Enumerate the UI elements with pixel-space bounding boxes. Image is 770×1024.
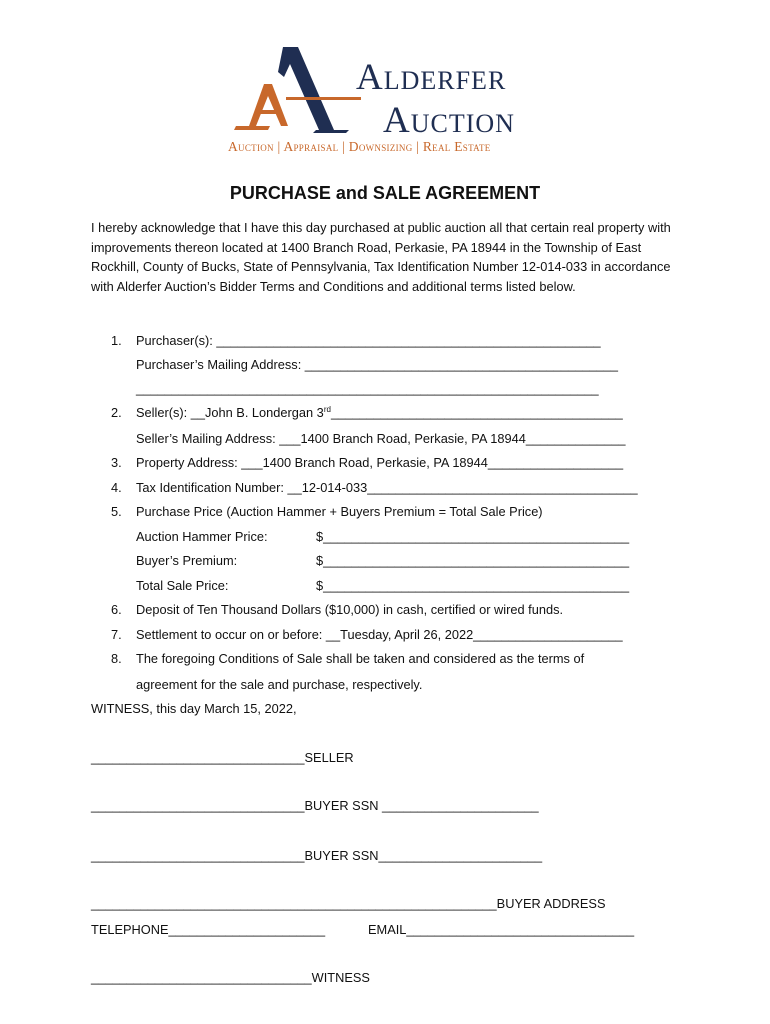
seller-text: Seller(s): __John B. Londergan 3 <box>136 405 324 420</box>
conditions-text-line2: agreement for the sale and purchase, respectively. <box>136 677 423 692</box>
property-address-field[interactable]: Property Address: ___1400 Branch Road, Perkasie, PA 18944___________________ <box>136 455 624 470</box>
witness-signature-line[interactable]: _______________________________WITNESS <box>91 970 370 985</box>
intro-paragraph: I hereby acknowledge that I have this day purchased at public auction all that certain real property with improvements thereon located at 1400 Branch Road, Perkasie, PA 18944 in the Township of East Rockhill, County of Bucks, State of Pennsylvania, Tax Identification Number 12-014-033 in accordance with Alderfer Auction’s Bidder Terms and Conditions and additional terms listed below. <box>91 220 671 294</box>
item-number-6: 6. <box>111 602 122 617</box>
logo-tagline: Auction | Appraisal | Downsizing | Real Estate <box>228 139 491 154</box>
alderfer-auction-logo <box>226 44 546 162</box>
item-number-4: 4. <box>111 480 122 495</box>
purchaser-field[interactable]: Purchaser(s): ______________________________________________________ <box>136 333 601 348</box>
buyers-premium-field[interactable]: $___________________________________________ <box>316 553 630 568</box>
buyer-address-line[interactable]: _________________________________________________________BUYER ADDRESS <box>91 896 606 911</box>
purchase-price-heading: Purchase Price (Auction Hammer + Buyers Premium = Total Sale Price) <box>136 504 543 519</box>
buyer-signature-line-2[interactable]: ______________________________BUYER SSN_______________________ <box>91 848 543 863</box>
purchaser-mailing-address-line2[interactable]: _________________________________________________________________ <box>136 381 599 396</box>
hammer-price-field[interactable]: $___________________________________________ <box>316 529 630 544</box>
item-number-2: 2. <box>111 405 122 420</box>
seller-suffix: rd <box>323 405 331 414</box>
item-number-8: 8. <box>111 651 122 666</box>
item-number-3: 3. <box>111 455 122 470</box>
buyer-signature-line-1[interactable]: ______________________________BUYER SSN ______________________ <box>91 798 539 813</box>
tax-id-field[interactable]: Tax Identification Number: __12-014-033______________________________________ <box>136 480 638 495</box>
item-number-5: 5. <box>111 504 122 519</box>
seller-mailing-address-field[interactable]: Seller’s Mailing Address: ___1400 Branch Road, Perkasie, PA 18944______________ <box>136 431 626 446</box>
seller-field[interactable] <box>136 405 623 421</box>
settlement-field[interactable]: Settlement to occur on or before: __Tuesday, April 26, 2022_____________________ <box>136 627 623 642</box>
item-number-7: 7. <box>111 627 122 642</box>
seller-blank: _________________________________________ <box>330 405 623 420</box>
conditions-text-line1: The foregoing Conditions of Sale shall be taken and considered as the terms of <box>136 651 585 666</box>
telephone-field[interactable]: TELEPHONE______________________ <box>91 922 326 937</box>
email-field[interactable]: EMAIL________________________________ <box>368 922 635 937</box>
witness-date: WITNESS, this day March 15, 2022, <box>91 701 297 716</box>
document-title: PURCHASE and SALE AGREEMENT <box>229 183 541 203</box>
total-sale-price-label: Total Sale Price: <box>136 578 229 593</box>
purchaser-mailing-address-field[interactable]: Purchaser’s Mailing Address: ____________________________________________ <box>136 357 618 372</box>
logo-line-alderfer: Alderfer <box>356 57 507 98</box>
deposit-text: Deposit of Ten Thousand Dollars ($10,000) in cash, certified or wired funds. <box>136 602 564 617</box>
total-sale-price-field[interactable]: $___________________________________________ <box>316 578 630 593</box>
buyers-premium-label: Buyer’s Premium: <box>136 553 238 568</box>
logo-line-auction: Auction <box>383 100 515 141</box>
item-number-1: 1. <box>111 333 122 348</box>
seller-signature-line[interactable]: ______________________________SELLER <box>91 750 354 765</box>
alderfer-a-logo-icon <box>226 44 361 139</box>
hammer-price-label: Auction Hammer Price: <box>136 529 268 544</box>
